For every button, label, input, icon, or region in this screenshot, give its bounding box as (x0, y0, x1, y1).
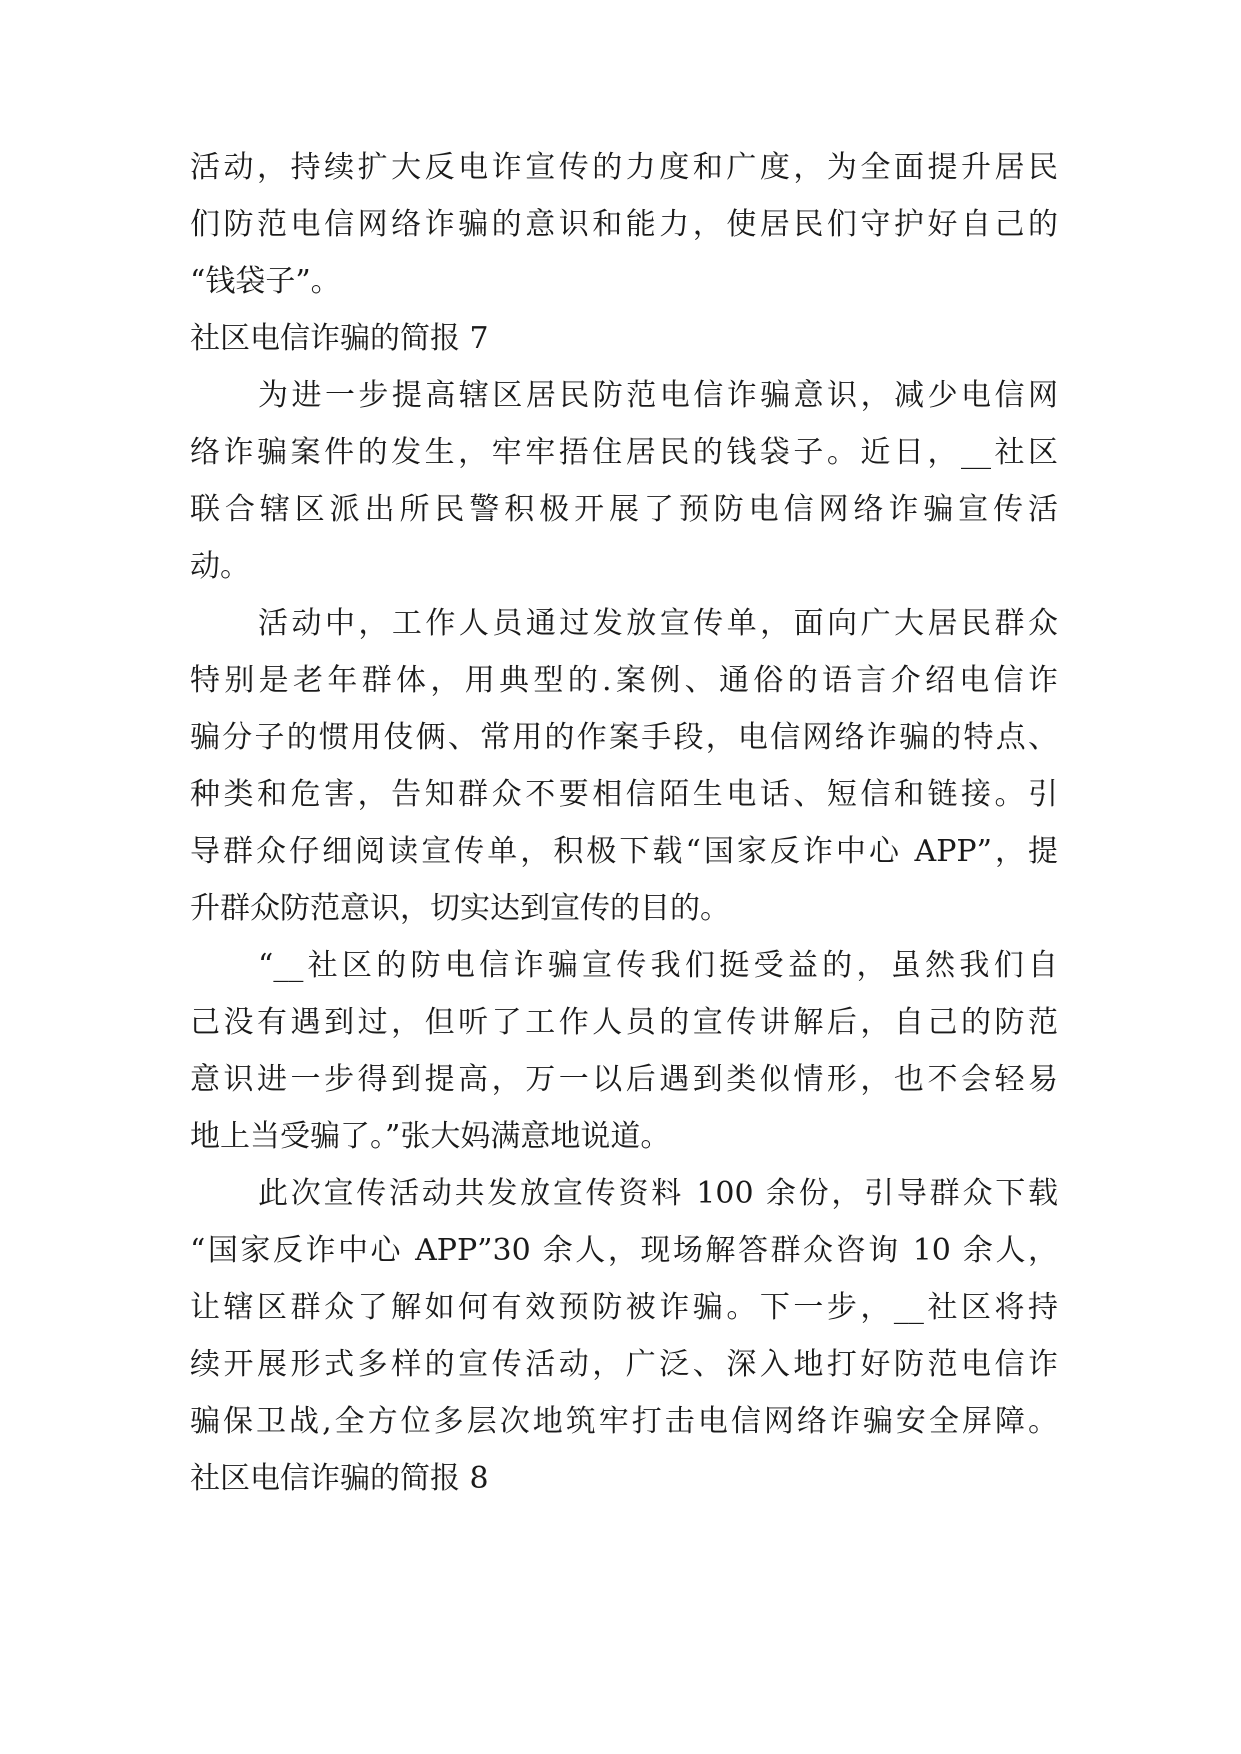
paragraph-line: 地上当受骗了。”张大妈满意地说道。 (190, 1119, 671, 1154)
paragraph-line: 骗分子的惯用伎俩、常用的作案手段，电信网络诈骗的特点、 (190, 720, 1058, 755)
paragraph-line: 己没有遇到过，但听了工作人员的宣传讲解后，自己的防范 (190, 1005, 1058, 1040)
paragraph-line: 为进一步提高辖区居民防范电信诈骗意识，减少电信网 (258, 378, 1058, 413)
paragraph-line: “__社区的防电信诈骗宣传我们挺受益的，虽然我们自 (258, 948, 1058, 983)
paragraph-line: 骗保卫战,全方位多层次地筑牢打击电信网络诈骗安全屏障。 (190, 1404, 1058, 1439)
paragraph-line: 导群众仔细阅读宣传单，积极下载“国家反诈中心 APP”，提 (190, 834, 1058, 869)
paragraph-line: 种类和危害，告知群众不要相信陌生电话、短信和链接。引 (190, 777, 1058, 812)
paragraph-line: 们防范电信网络诈骗的意识和能力，使居民们守护好自己的 (190, 207, 1058, 242)
paragraph-line: 动。 (190, 549, 250, 584)
paragraph-line: 此次宣传活动共发放宣传资料 100 余份，引导群众下载 (258, 1176, 1058, 1211)
paragraph-line: 意识进一步得到提高，万一以后遇到类似情形，也不会轻易 (190, 1062, 1058, 1097)
paragraph-line: “国家反诈中心 APP”30 余人，现场解答群众咨询 10 余人， (190, 1233, 1058, 1268)
section-heading: 社区电信诈骗的简报 7 (190, 321, 489, 356)
paragraph-line: 升群众防范意识，切实达到宣传的目的。 (190, 891, 730, 926)
paragraph-line: 特别是老年群体，用典型的.案例、通俗的语言介绍电信诈 (190, 663, 1058, 698)
section-heading: 社区电信诈骗的简报 8 (190, 1461, 489, 1496)
paragraph-line: 活动中，工作人员通过发放宣传单，面向广大居民群众 (258, 606, 1058, 641)
paragraph-line: 让辖区群众了解如何有效预防被诈骗。下一步，__社区将持 (190, 1290, 1058, 1325)
paragraph-line: 络诈骗案件的发生，牢牢捂住居民的钱袋子。近日，__社区 (190, 435, 1058, 470)
paragraph-line: 活动，持续扩大反电诈宣传的力度和广度，为全面提升居民 (190, 150, 1058, 185)
paragraph-line: “钱袋子”。 (190, 264, 341, 299)
paragraph-line: 续开展形式多样的宣传活动，广泛、深入地打好防范电信诈 (190, 1347, 1058, 1382)
paragraph-line: 联合辖区派出所民警积极开展了预防电信网络诈骗宣传活 (190, 492, 1058, 527)
